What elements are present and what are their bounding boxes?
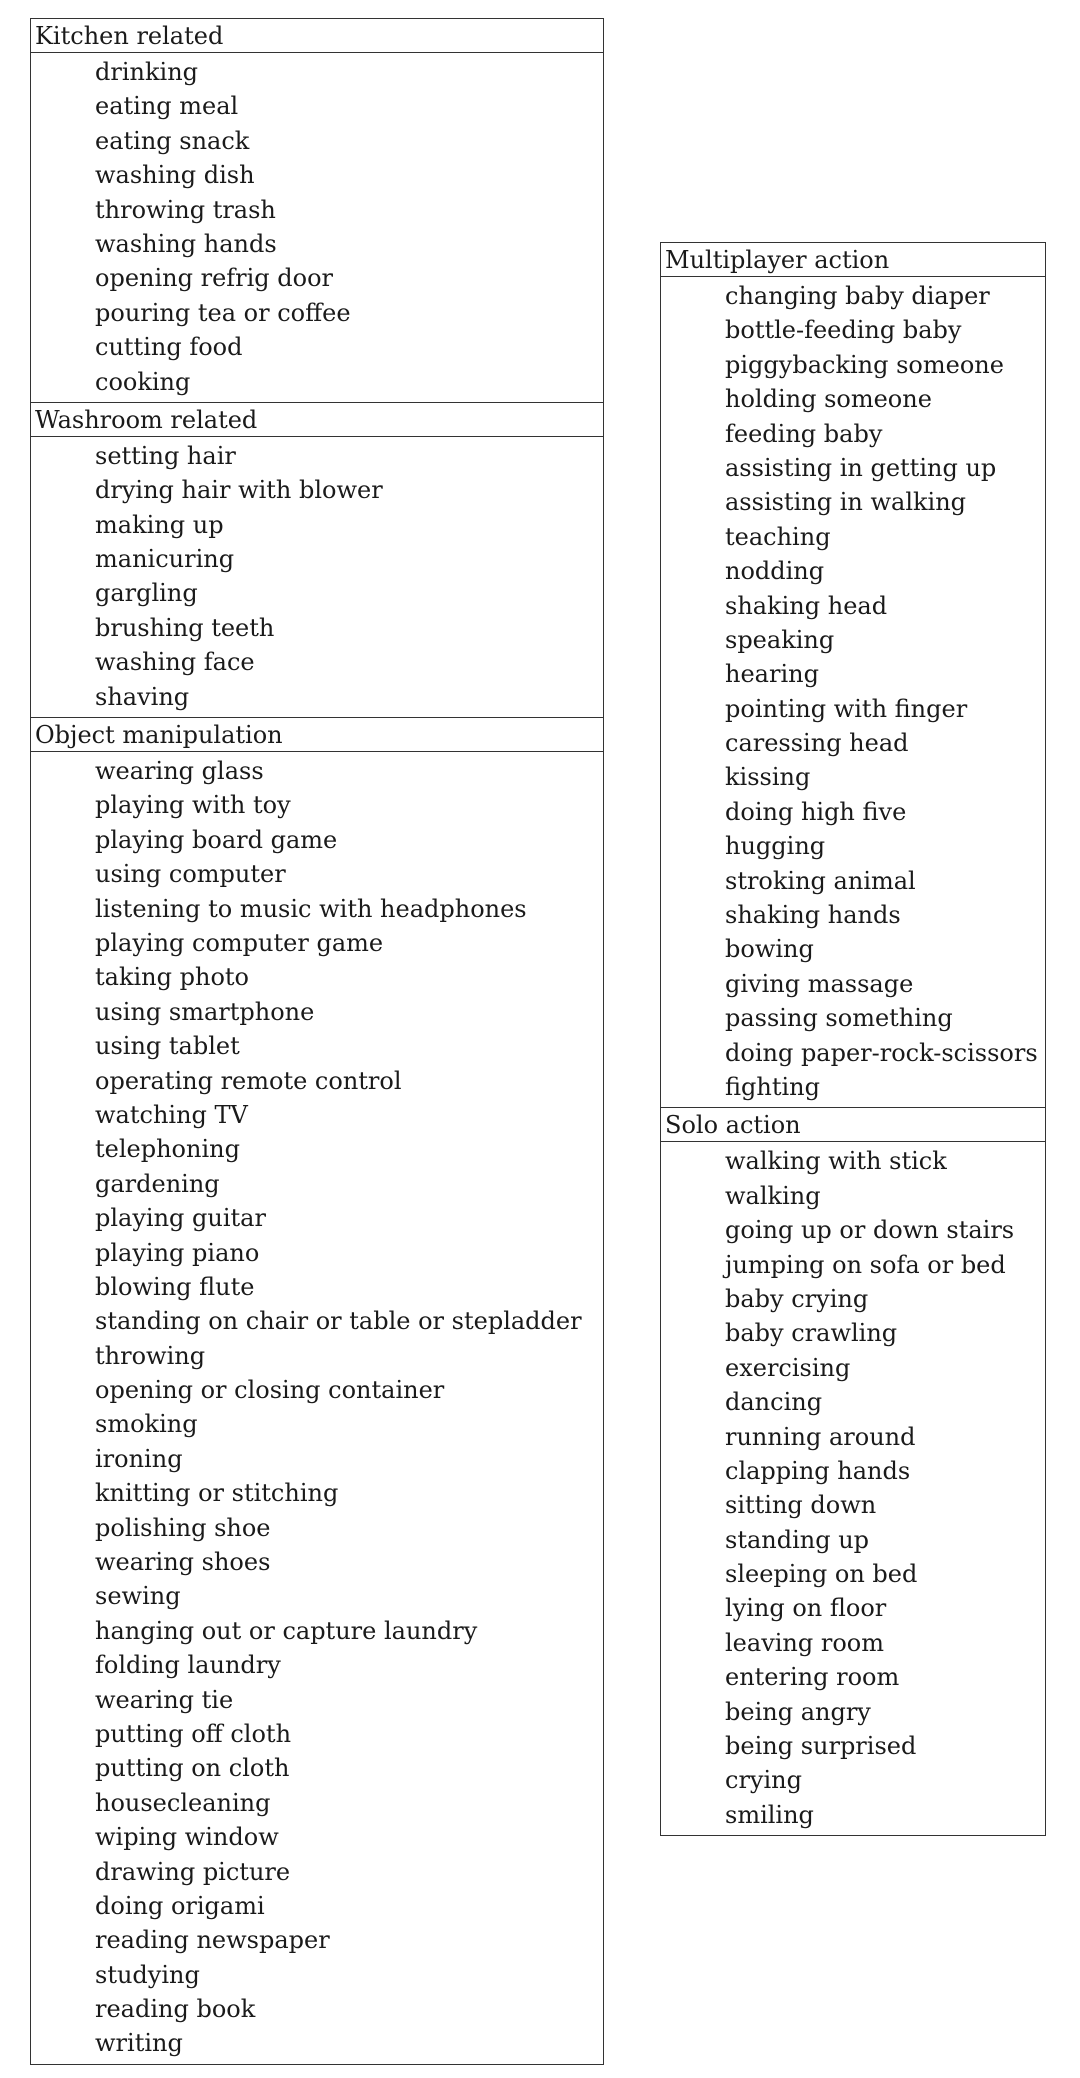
list-item: writing bbox=[95, 2029, 183, 2058]
right-category-table bbox=[660, 242, 1046, 1836]
list-item: being angry bbox=[725, 1697, 871, 1726]
list-item: going up or down stairs bbox=[725, 1216, 1015, 1245]
list-item: gargling bbox=[95, 579, 198, 608]
list-item: blowing flute bbox=[95, 1272, 255, 1301]
list-item: standing up bbox=[725, 1525, 870, 1554]
list-item: shaking hands bbox=[725, 901, 901, 930]
list-item: wearing shoes bbox=[95, 1548, 271, 1577]
list-item: caressing head bbox=[725, 729, 909, 758]
list-item: listening to music with headphones bbox=[95, 894, 527, 923]
list-item: drawing picture bbox=[95, 1857, 291, 1886]
group-item-list bbox=[661, 1142, 1045, 1835]
group-solo-action bbox=[661, 1107, 1045, 1835]
list-item: manicuring bbox=[95, 545, 235, 574]
group-item-list bbox=[661, 277, 1045, 1107]
list-item: doing high five bbox=[725, 797, 907, 826]
list-item: lying on floor bbox=[725, 1594, 887, 1623]
list-item: shaving bbox=[95, 682, 190, 711]
group-item-list bbox=[31, 752, 603, 2064]
list-item: polishing shoe bbox=[95, 1513, 271, 1542]
list-item: washing dish bbox=[95, 161, 255, 190]
list-item: fighting bbox=[725, 1072, 820, 1101]
list-item: cooking bbox=[95, 367, 191, 396]
list-item: leaving room bbox=[725, 1628, 884, 1657]
list-item: gardening bbox=[95, 1169, 220, 1198]
list-item: playing guitar bbox=[95, 1204, 266, 1233]
list-item: washing face bbox=[95, 648, 255, 677]
list-item: sitting down bbox=[725, 1491, 877, 1520]
group-header: Kitchen related bbox=[31, 19, 603, 53]
list-item: giving massage bbox=[725, 969, 914, 998]
list-item: wearing tie bbox=[95, 1685, 234, 1714]
group-item-list bbox=[31, 437, 603, 717]
list-item: reading book bbox=[95, 1995, 256, 2024]
list-item: entering room bbox=[725, 1663, 900, 1692]
list-item: stroking animal bbox=[725, 866, 916, 895]
list-item: exercising bbox=[725, 1353, 851, 1382]
list-item: operating remote control bbox=[95, 1066, 402, 1095]
list-item: making up bbox=[95, 510, 224, 539]
list-item: playing with toy bbox=[95, 791, 291, 820]
list-item: passing something bbox=[725, 1004, 953, 1033]
list-item: housecleaning bbox=[95, 1788, 271, 1817]
list-item: sewing bbox=[95, 1582, 181, 1611]
group-multiplayer-action bbox=[661, 243, 1045, 1107]
list-item: playing piano bbox=[95, 1238, 260, 1267]
list-item: baby crying bbox=[725, 1284, 869, 1313]
group-kitchen-related bbox=[31, 19, 603, 402]
list-item: speaking bbox=[725, 625, 835, 654]
list-item: drinking bbox=[95, 58, 199, 86]
group-header: Object manipulation bbox=[31, 718, 603, 752]
list-item: throwing bbox=[95, 1341, 206, 1370]
group-header: Washroom related bbox=[31, 403, 603, 437]
list-item: clapping hands bbox=[725, 1456, 911, 1485]
list-item: opening refrig door bbox=[95, 264, 334, 293]
list-item: washing hands bbox=[95, 229, 277, 258]
list-item: bottle-feeding baby bbox=[725, 316, 962, 345]
list-item: watching TV bbox=[95, 1100, 248, 1129]
list-item: pouring tea or coffee bbox=[95, 298, 351, 327]
list-item: hearing bbox=[725, 660, 819, 689]
list-item: putting on cloth bbox=[95, 1754, 290, 1783]
list-item: hugging bbox=[725, 832, 826, 861]
list-item: sleeping on bed bbox=[725, 1560, 918, 1589]
list-item: shaking head bbox=[725, 591, 888, 620]
group-header: Solo action bbox=[661, 1108, 1045, 1142]
list-item: knitting or stitching bbox=[95, 1479, 339, 1508]
list-item: doing paper-rock-scissors bbox=[725, 1038, 1038, 1067]
list-item: piggybacking someone bbox=[725, 350, 1004, 379]
list-item: setting hair bbox=[95, 441, 236, 470]
list-item: wiping window bbox=[95, 1823, 279, 1852]
list-item: jumping on sofa or bed bbox=[725, 1250, 1006, 1279]
list-item: folding laundry bbox=[95, 1651, 281, 1680]
list-item: feeding baby bbox=[725, 419, 883, 448]
list-item: using computer bbox=[95, 860, 286, 889]
list-item: crying bbox=[725, 1766, 802, 1795]
list-item: dancing bbox=[725, 1388, 823, 1417]
list-item: holding someone bbox=[725, 385, 932, 414]
list-item: eating meal bbox=[95, 92, 239, 121]
list-item: brushing teeth bbox=[95, 613, 275, 642]
list-item: walking with stick bbox=[725, 1147, 947, 1176]
list-item: studying bbox=[95, 1960, 200, 1989]
group-header: Multiplayer action bbox=[661, 243, 1045, 277]
list-item: cutting food bbox=[95, 333, 243, 362]
list-item: baby crawling bbox=[725, 1319, 898, 1348]
list-item: standing on chair or table or stepladder bbox=[95, 1307, 582, 1336]
list-item: nodding bbox=[725, 557, 825, 586]
list-item: taking photo bbox=[95, 963, 249, 992]
list-item: eating snack bbox=[95, 126, 250, 155]
list-item: assisting in walking bbox=[725, 488, 967, 517]
left-category-table bbox=[30, 18, 604, 2065]
list-item: putting off cloth bbox=[95, 1719, 292, 1748]
list-item: opening or closing container bbox=[95, 1376, 445, 1405]
list-item: pointing with finger bbox=[725, 694, 968, 723]
list-item: walking bbox=[725, 1181, 821, 1210]
group-object-manipulation bbox=[31, 717, 603, 2064]
list-item: using tablet bbox=[95, 1032, 240, 1061]
list-item: using smartphone bbox=[95, 997, 315, 1026]
list-item: running around bbox=[725, 1422, 916, 1451]
list-item: playing computer game bbox=[95, 928, 384, 957]
list-item: hanging out or capture laundry bbox=[95, 1616, 478, 1645]
list-item: ironing bbox=[95, 1444, 183, 1473]
list-item: doing origami bbox=[95, 1891, 265, 1920]
list-item: smiling bbox=[725, 1800, 814, 1829]
list-item: changing baby diaper bbox=[725, 282, 990, 310]
list-item: telephoning bbox=[95, 1135, 240, 1164]
list-item: reading newspaper bbox=[95, 1926, 330, 1955]
group-item-list bbox=[31, 53, 603, 402]
group-washroom-related bbox=[31, 402, 603, 717]
list-item: wearing glass bbox=[95, 757, 264, 786]
list-item: bowing bbox=[725, 935, 814, 964]
list-item: playing board game bbox=[95, 825, 338, 854]
list-item: assisting in getting up bbox=[725, 453, 997, 482]
list-item: teaching bbox=[725, 522, 831, 551]
list-item: smoking bbox=[95, 1410, 198, 1439]
list-item: being surprised bbox=[725, 1732, 917, 1761]
list-item: drying hair with blower bbox=[95, 476, 383, 505]
list-item: throwing trash bbox=[95, 195, 276, 224]
list-item: kissing bbox=[725, 763, 811, 792]
